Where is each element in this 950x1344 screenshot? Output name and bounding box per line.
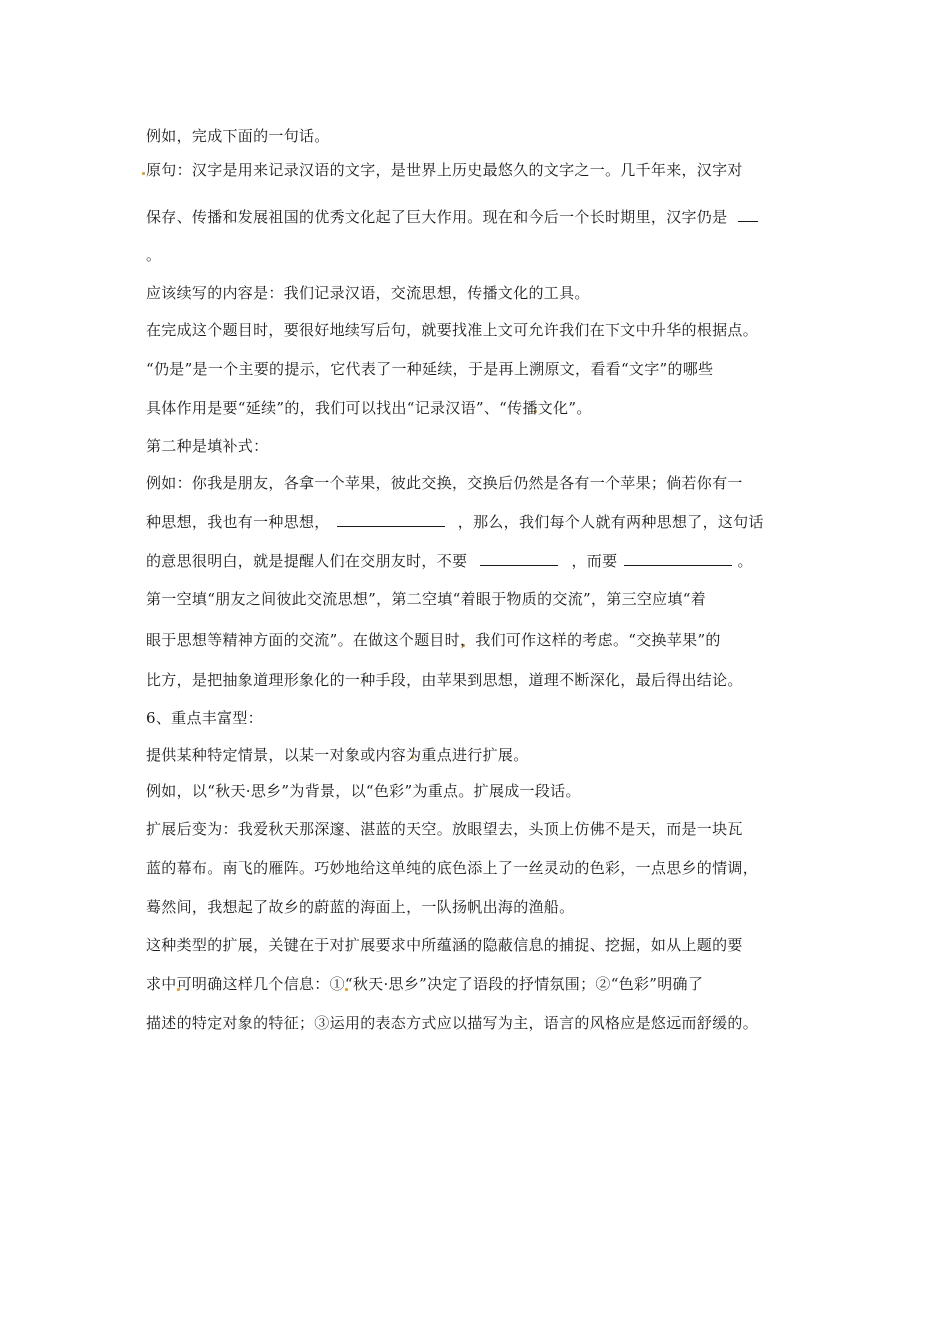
text-line-2: 原句：汉字是用来记录汉语的文字，是世界上历史最悠久的文字之一。几千年来，汉字对 [146,161,743,179]
text-line-14: 眼于思想等精神方面的交流”。在做这个题目时，我们可作这样的考虑。“交换苹果”的 [146,631,721,649]
text-line-24: 描述的特定对象的特征；③运用的表态方式应以描写为主，语言的风格应是悠远而舒缓的。 [146,1014,759,1032]
text-line-23: 求中可明确这样几个信息：①“秋天·思乡”决定了语段的抒情氛围；②“色彩”明确了 [146,975,704,993]
text-line-19: 扩展后变为：我爱秋天那深邃、湛蓝的天空。放眼望去，头顶上仿佛不是天，而是一块瓦 [146,820,743,838]
text-line-10: 例如：你我是朋友，各拿一个苹果，彼此交换，交换后仍然是各有一个苹果；倘若你有一 [146,474,743,492]
text-line-8: 具体作用是要“延续”的，我们可以找出“记录汉语”、“传播文化”。 [146,399,592,417]
text-line-13: 第一空填“朋友之间彼此交流思想”，第二空填“着眼于物质的交流”，第三空应填“着 [146,590,707,608]
text-line-12-start: 的意思很明白，就是提醒人们在交朋友时，不要 [146,552,468,570]
text-line-21: 蓦然间，我想起了故乡的蔚蓝的海面上，一队扬帆出海的渔船。 [146,898,575,916]
fill-blank-2 [480,551,558,566]
text-line-22: 这种类型的扩展，关键在于对扩展要求中所蕴涵的隐蔽信息的捕捉、挖掘，如从上题的要 [146,936,743,954]
text-line-3 [146,207,758,227]
text-line-7: “仍是”是一个主要的提示，它代表了一种延续，于是再上溯原文，看看“文字”的哪些 [146,360,714,378]
text-line-4: 。 [146,246,162,264]
text-line-11 [146,512,764,532]
text-line-12 [146,551,753,571]
text-line-12-mid: ，而要 [571,552,618,570]
edit-mark [142,172,145,175]
fill-blank [738,207,758,222]
text-line-6: 在完成这个题目时，要很好地续写后句，就要找准上文可允许我们在下文中升华的根据点。 [146,321,759,339]
text-line-15: 比方，是把抽象道理形象化的一种手段，由苹果到思想，道理不断深化，最后得出结论。 [146,671,743,689]
text-line-9: 第二种是填补式： [146,437,269,455]
text-line-11-end: ，那么，我们每个人就有两种思想了，这句话 [457,513,764,531]
text-line-1: 例如，完成下面的一句话。 [146,127,330,145]
fill-blank-3 [624,551,732,566]
text-line-20: 蓝的幕布。南飞的雁阵。巧妙地给这单纯的底色添上了一丝灵动的色彩，一点思乡的情调， [146,859,759,877]
fill-blank-1 [337,512,445,527]
text-line-11-start: 种思想，我也有一种思想， [146,513,330,531]
text-line-12-end: 。 [737,552,753,570]
text-line-17: 提供某种特定情景，以某一对象或内容为重点进行扩展。 [146,746,529,764]
text-line-5: 应该续写的内容是：我们记录汉语，交流思想，传播文化的工具。 [146,284,590,302]
text-line-16: 6、重点丰富型： [146,709,263,727]
text-line-3-content: 保存、传播和发展祖国的优秀文化起了巨大作用。现在和今后一个长时期里，汉字仍是 [146,208,728,226]
text-line-18: 例如，以“秋天·思乡”为背景，以“色彩”为重点。扩展成一段话。 [146,782,581,800]
